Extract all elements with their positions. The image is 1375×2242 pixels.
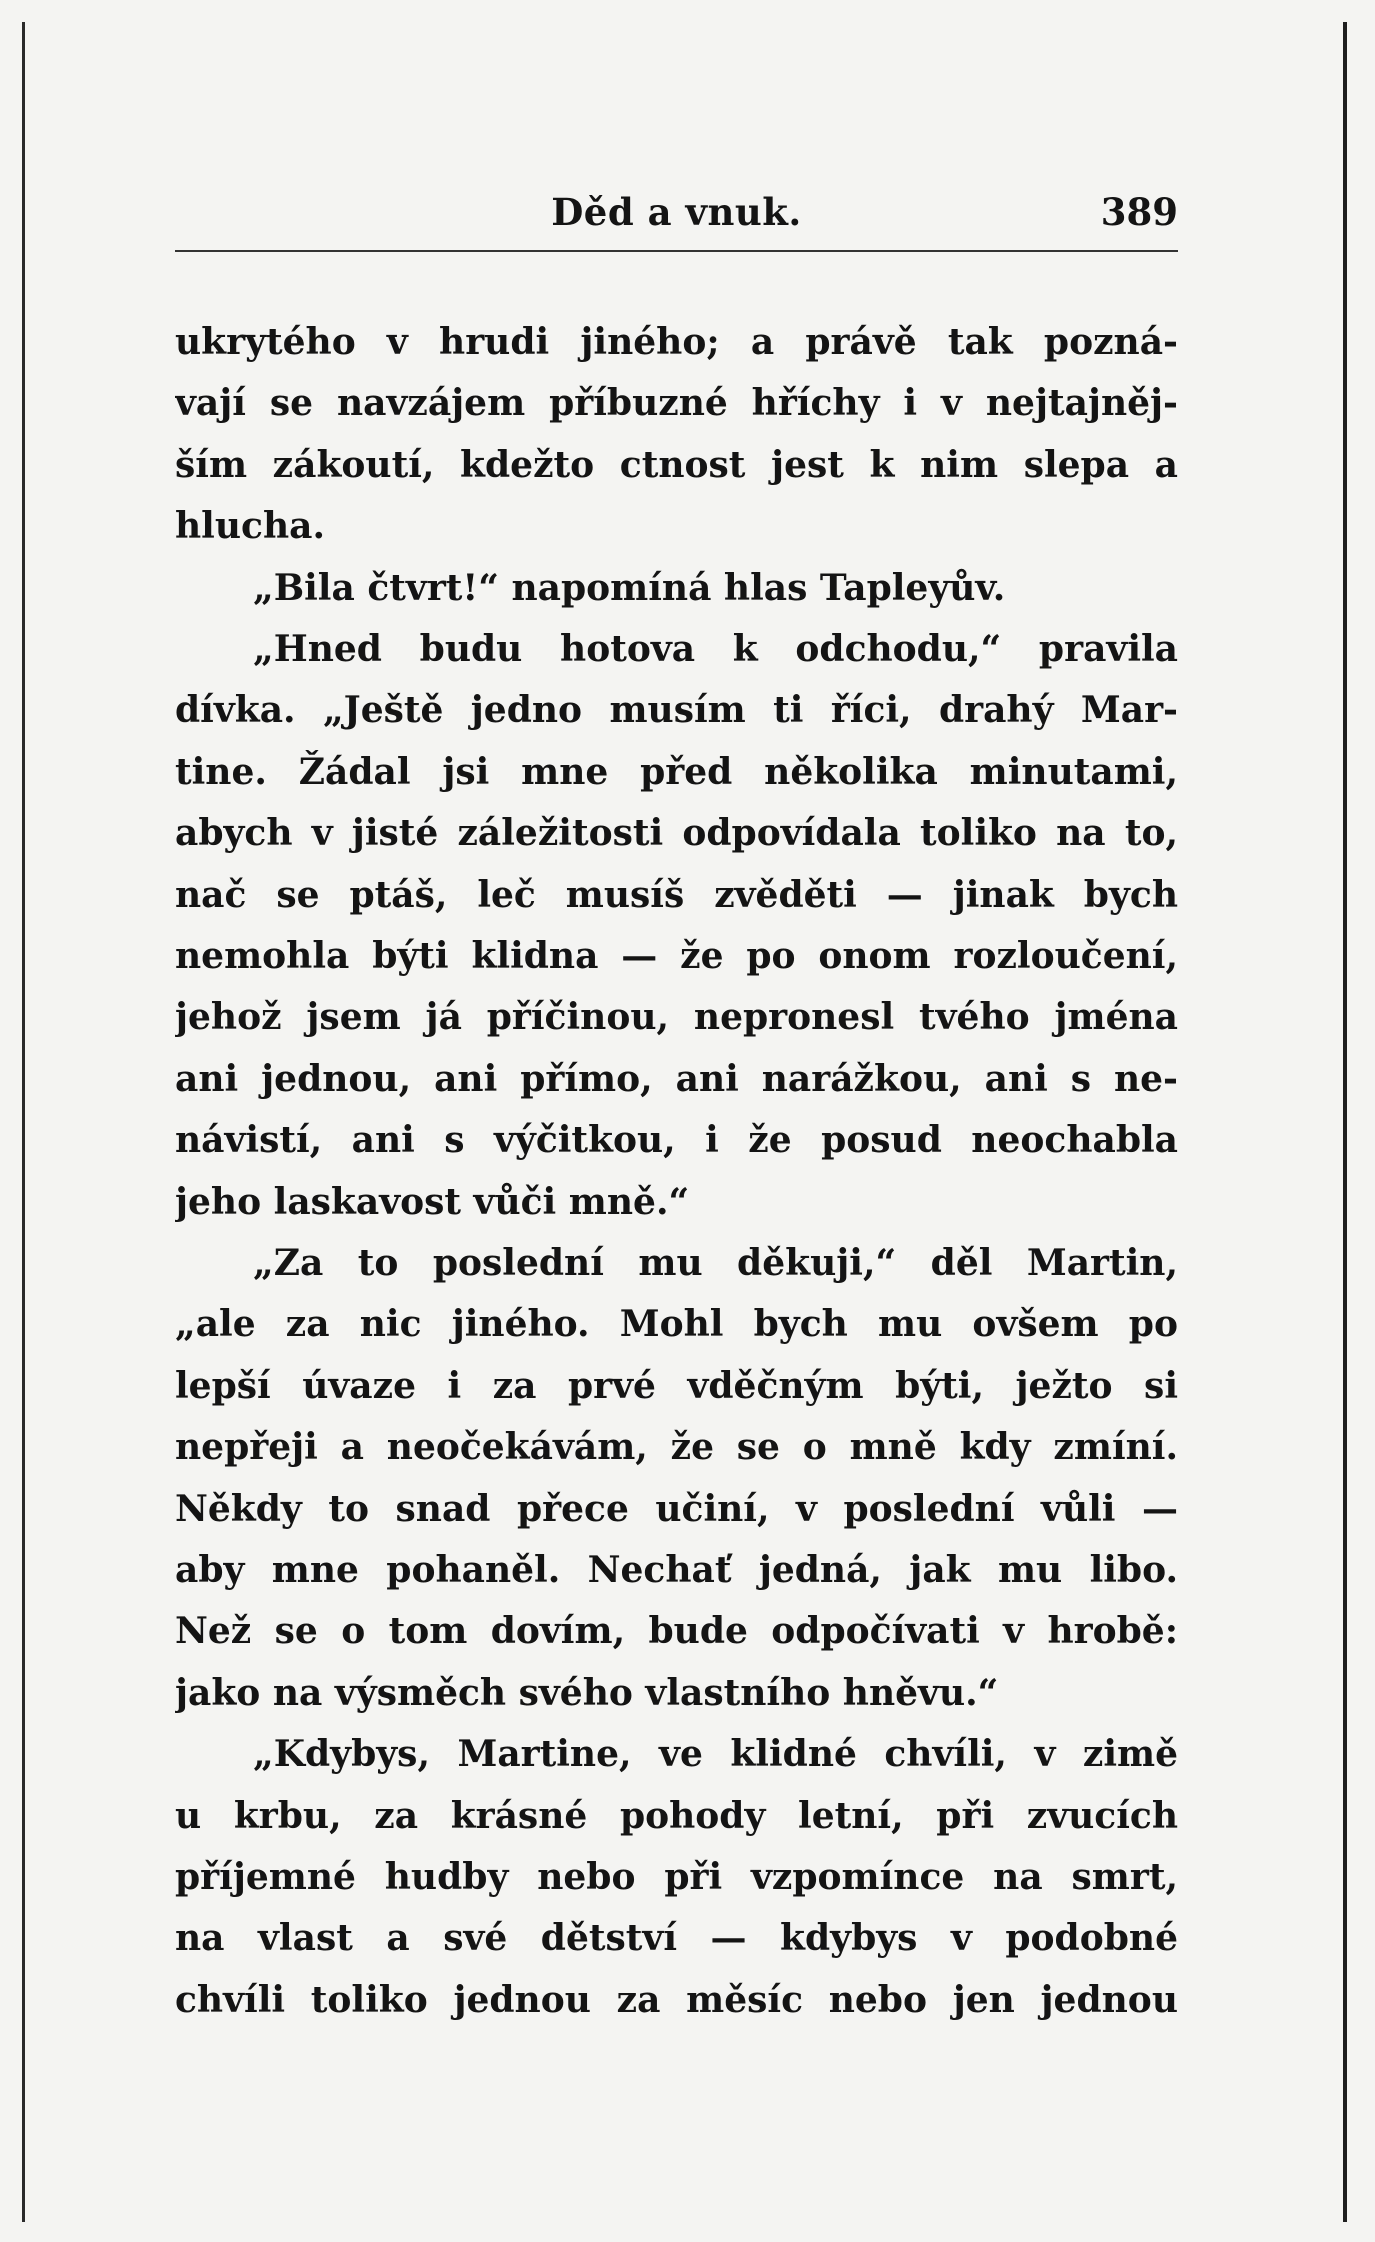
body-text [175, 317, 1178, 2037]
text-line: na vlast a své dětství — kdybys v podobné [175, 1917, 1178, 1959]
text-line: ani jednou, ani přímo, ani narážkou, ani s ne- [175, 1058, 1178, 1100]
text-line: „Bila čtvrt!“ napomíná hlas Tapleyův. [253, 567, 1006, 609]
text-line: abych v jisté záležitosti odpovídala toliko na to, [175, 812, 1178, 854]
text-line: „Hned budu hotova k odchodu,“ pravila [253, 628, 1178, 670]
text-line: „Za to poslední mu děkuji,“ děl Martin, [253, 1242, 1178, 1284]
text-line: lepší úvaze i za prvé vděčným býti, ježto si [175, 1365, 1178, 1407]
text-line: „ale za nic jiného. Mohl bych mu ovšem po [175, 1303, 1178, 1345]
text-line: ším zákoutí, kdežto ctnost jest k nim slepa a [175, 444, 1178, 486]
text-line: jeho laskavost vůči mně.“ [175, 1181, 690, 1223]
text-line: tine. Žádal jsi mne před několika minutami, [175, 751, 1178, 793]
text-line: u krbu, za krásné pohody letní, při zvucích [175, 1795, 1178, 1837]
text-line: příjemné hudby nebo při vzpomínce na smrt, [175, 1856, 1178, 1898]
text-line: ukrytého v hrudi jiného; a právě tak pozná- [175, 321, 1178, 363]
text-line: vají se navzájem příbuzné hříchy i v nejtajněj- [175, 382, 1178, 424]
running-head [175, 190, 1178, 234]
text-line: jako na výsměch svého vlastního hněvu.“ [175, 1672, 999, 1714]
text-line: nemohla býti klidna — že po onom rozloučení, [175, 935, 1178, 977]
text-line: návistí, ani s výčitkou, i že posud neochabla [175, 1119, 1178, 1161]
text-line: jehož jsem já příčinou, nepronesl tvého jména [175, 996, 1178, 1038]
page-number: 389 [1100, 190, 1178, 234]
text-line: „Kdybys, Martine, ve klidné chvíli, v zimě [253, 1733, 1178, 1775]
text-line: Někdy to snad přece učiní, v poslední vůli — [175, 1488, 1178, 1530]
text-line: dívka. „Ještě jedno musím ti říci, drahý Mar- [175, 689, 1178, 731]
text-line: hlucha. [175, 505, 325, 547]
text-line: aby mne pohaněl. Nechať jedná, jak mu libo. [175, 1549, 1178, 1591]
text-line: chvíli toliko jednou za měsíc nebo jen jednou [175, 1979, 1178, 2021]
text-line: nač se ptáš, leč musíš zvěděti — jinak bych [175, 874, 1178, 916]
text-line: Než se o tom dovím, bude odpočívati v hrobě: [175, 1610, 1178, 1652]
running-title: Děd a vnuk. [551, 190, 802, 234]
header-rule [175, 250, 1178, 252]
text-line: nepřeji a neočekávám, že se o mně kdy zmíní. [175, 1426, 1178, 1468]
